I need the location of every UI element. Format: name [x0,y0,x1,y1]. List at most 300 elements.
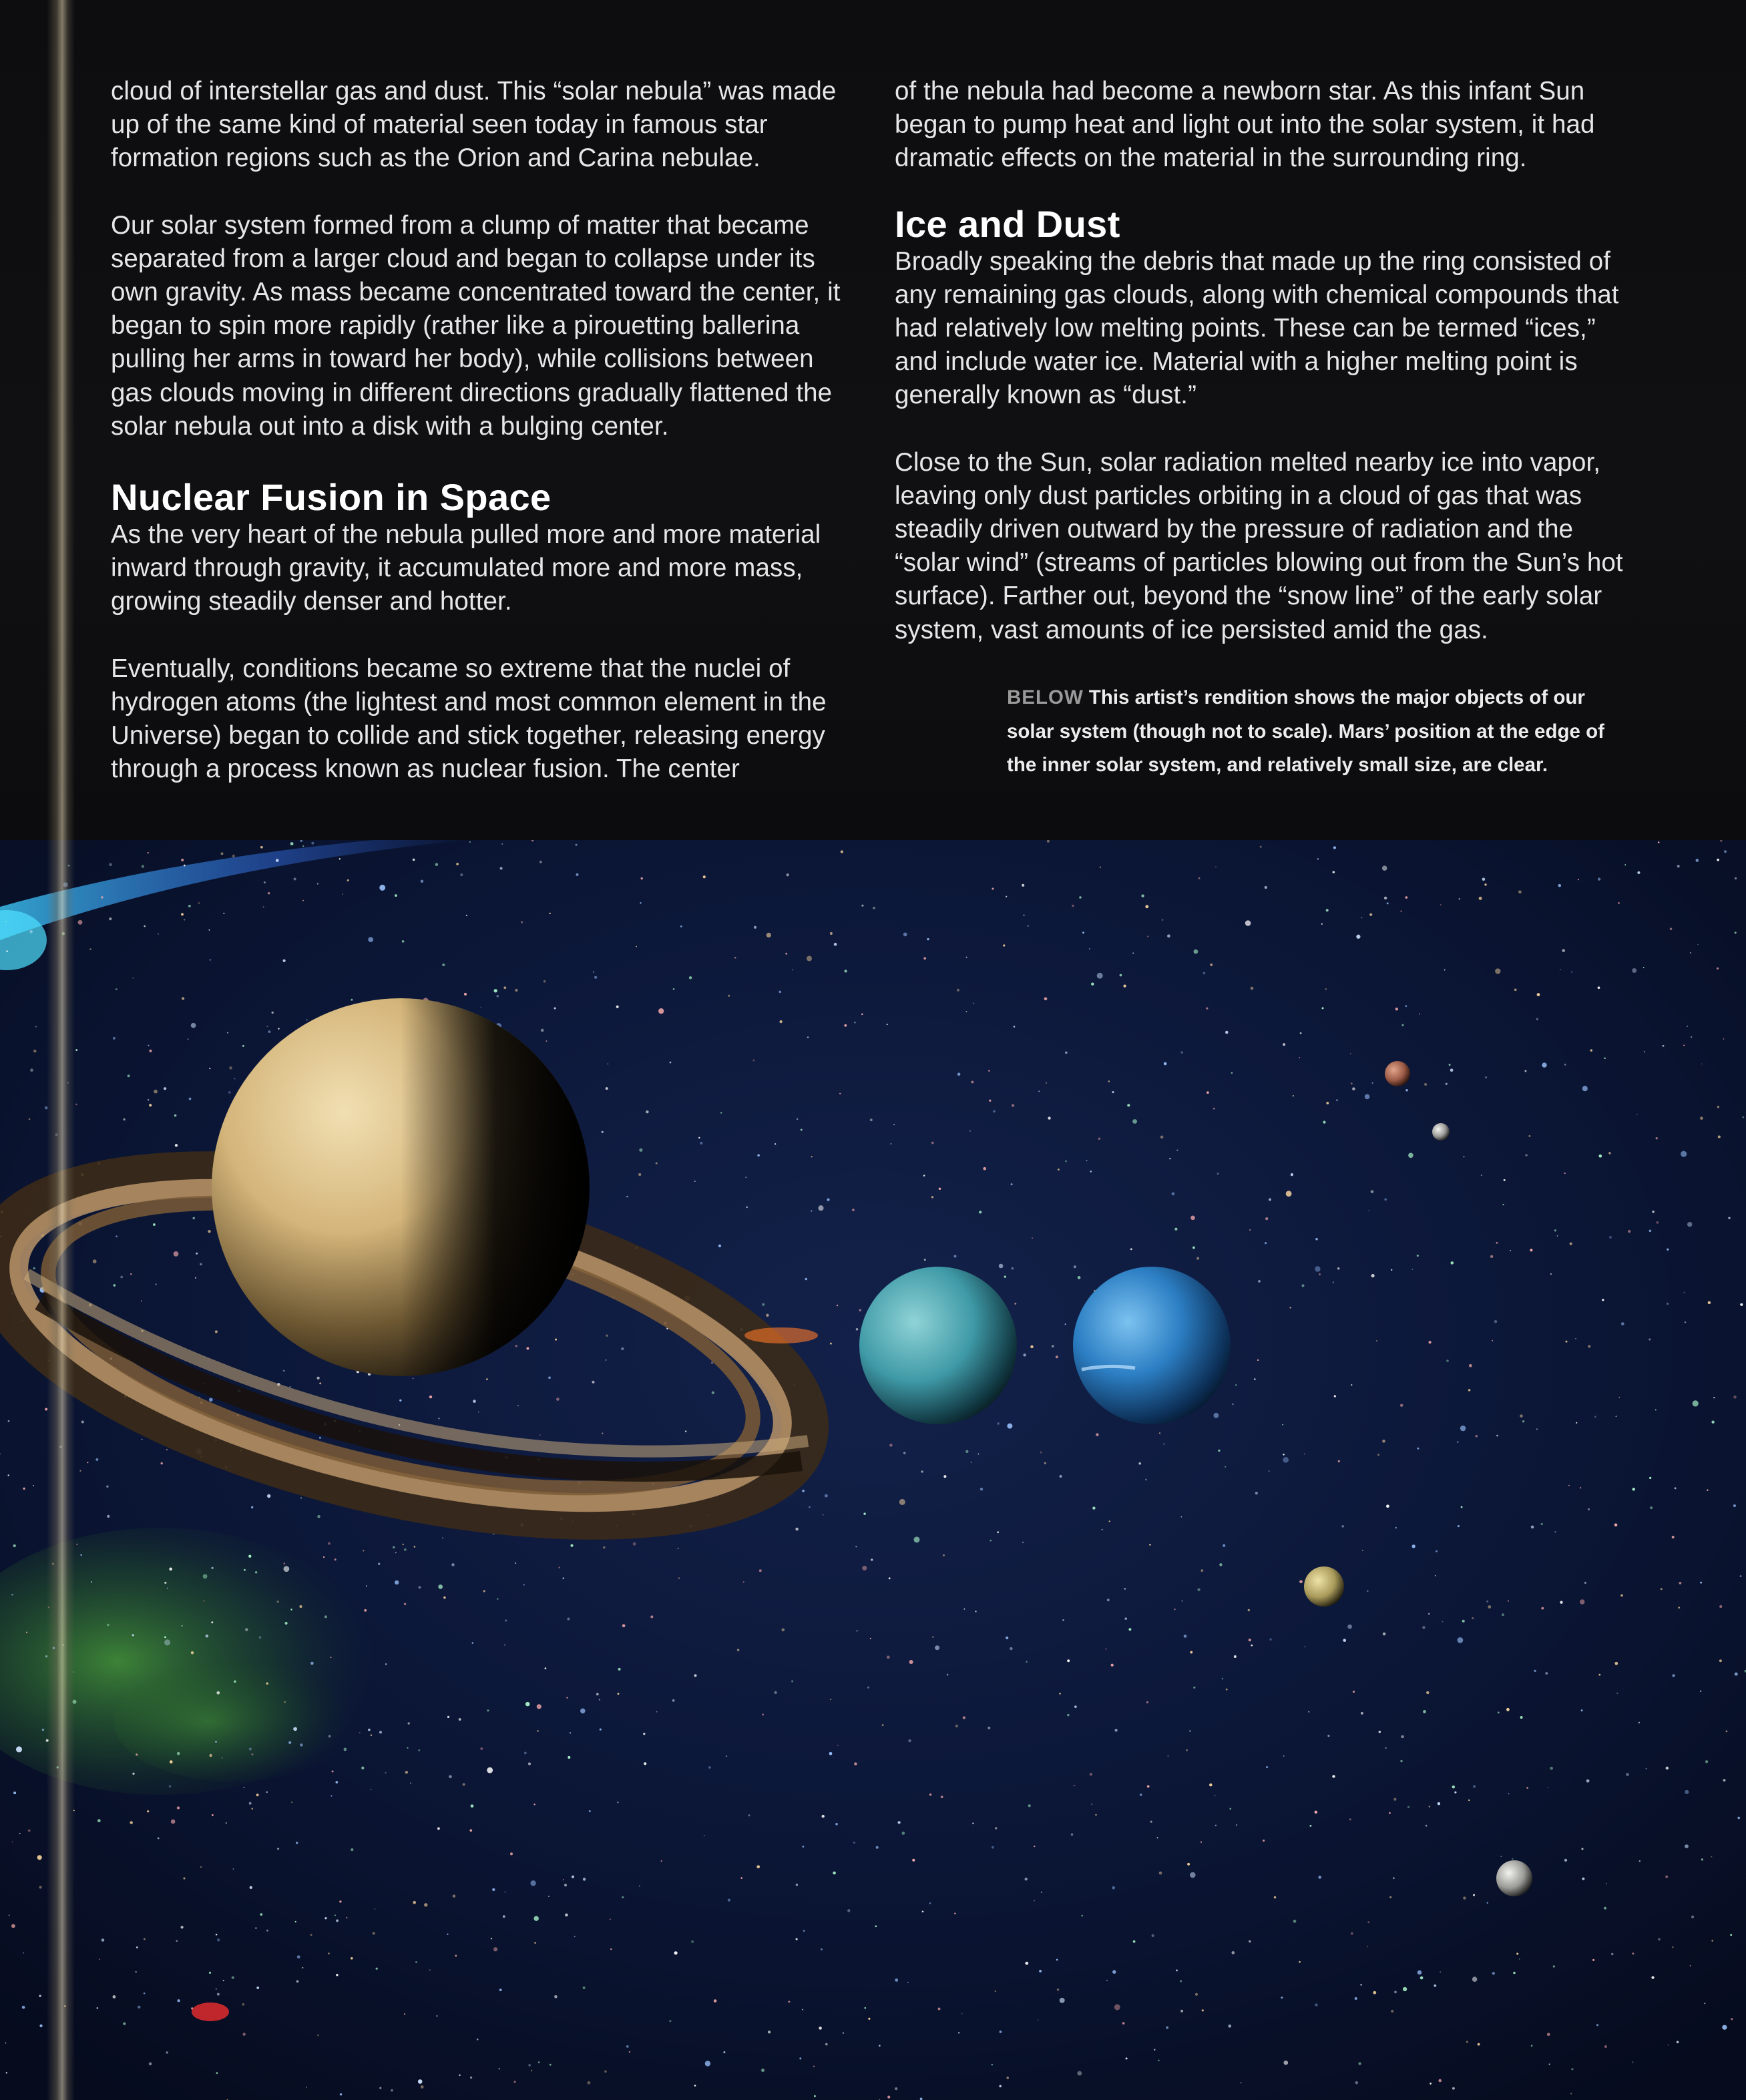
star [1384,1198,1387,1201]
star [566,1697,568,1699]
star [889,1444,893,1447]
star [1268,1470,1269,1472]
star [346,1917,347,1918]
star [421,2085,424,2089]
star [1428,1613,1430,1615]
star [531,2070,532,2071]
star [339,858,341,859]
star [324,1615,327,1618]
star [460,873,463,876]
star [216,1691,220,1695]
star [1281,1997,1283,1999]
star [42,1729,45,1731]
star [19,1833,21,1834]
star [1164,1062,1167,1066]
star [177,1999,180,2002]
star [183,1877,185,1879]
star [1041,1892,1042,1893]
star [1120,974,1122,977]
star [29,930,33,933]
star [1112,1886,1115,1890]
star [1201,1569,1203,1572]
star [1693,1400,1699,1406]
star [887,1655,890,1659]
star [1512,1858,1513,1860]
star [789,2001,791,2003]
star [424,1903,427,1906]
star [1646,1768,1647,1769]
star [328,1952,330,1954]
star [567,1618,570,1621]
star [1658,1938,1661,1941]
star [861,1014,863,1016]
star [395,1581,399,1585]
star [1356,935,1360,939]
star [1536,1428,1538,1430]
star [995,1990,997,1992]
star [1327,1735,1329,1737]
star [209,1754,212,1757]
star [795,1528,798,1530]
star [1485,1076,1487,1078]
star [106,1485,108,1487]
star [123,1118,125,1120]
star [1672,1946,1674,1948]
star [1735,931,1737,933]
star [797,1118,799,1120]
star [189,1098,192,1100]
star [1678,1607,1680,1609]
star [618,1668,621,1671]
star [835,1823,838,1826]
star [992,887,994,889]
star [1537,993,1540,996]
star [528,2064,531,2067]
star [1159,1872,1162,1875]
star [893,1124,895,1126]
star [574,1936,576,1937]
star [821,1948,823,1950]
star [130,1821,132,1824]
star [1114,2005,1120,2011]
star [191,1023,196,1028]
star [1440,904,1442,905]
star [181,1926,184,1928]
star [1100,867,1101,868]
star [371,1789,372,1790]
star [1372,1082,1373,1084]
star [1112,1091,1114,1093]
star [1258,1280,1261,1283]
star [1620,1595,1622,1597]
star [954,1912,955,1914]
star [1260,846,1262,848]
star [545,1667,547,1669]
star [344,1748,347,1751]
star [829,1752,833,1755]
star [1149,1544,1151,1546]
paragraph: Close to the Sun, solar radiation melted nearby ice into vapor, leaving only dust particles orbiting in a cloud of gas that was steadily driven outward by the pressure of radiation and the “solar wind” (streams of particles blowing out from the Sun’s hot surface). Farther out, beyond the “snow line” of the early solar system, vast amounts of ice persisted amid the gas. [895,447,1623,644]
star [1326,1102,1329,1104]
star [1189,1730,1190,1731]
star [1571,2068,1573,2070]
star [965,1450,968,1453]
star [8,1420,10,1422]
star [1571,972,1572,973]
star [543,980,546,983]
star [30,1068,33,1072]
star [1156,1837,1158,1838]
star [955,1725,958,1727]
star [1504,1179,1506,1181]
star [853,1842,855,1844]
star [182,997,184,1000]
star [234,1681,236,1683]
star [524,1751,527,1754]
star [191,1651,194,1654]
star [1730,1934,1732,1936]
star [1685,1790,1689,1794]
star [319,1382,321,1384]
star [1650,1506,1653,1509]
star [691,1940,694,1943]
star [294,877,296,880]
star [164,1582,166,1584]
star [1232,1404,1234,1406]
small-planet-lower [1496,1860,1532,1896]
star [1393,1877,1395,1879]
star [969,1130,971,1132]
star [537,1704,541,1709]
star [1742,1116,1744,1118]
star [1223,1544,1225,1547]
star [1656,1221,1659,1224]
star [972,1822,973,1824]
star [964,1609,965,1610]
star [734,957,736,959]
star [96,2007,98,2009]
star [37,1855,42,1860]
star [1604,1907,1606,1910]
star [839,1093,841,1094]
star [328,1542,331,1545]
star [1719,1659,1722,1662]
star [329,1735,331,1737]
star [300,1498,302,1499]
star [405,1771,409,1774]
star [501,843,503,845]
star [1697,944,1699,946]
star [1074,1785,1075,1786]
star [166,1449,168,1450]
star [550,2064,552,2066]
star [1198,877,1201,879]
star [1361,1712,1363,1715]
star [1624,864,1626,865]
star [1602,1299,1604,1301]
star [198,902,200,904]
star [1163,1443,1164,1444]
star [216,1934,218,1936]
star [447,1934,448,1935]
star [177,1752,180,1755]
star [901,1832,905,1835]
star [1704,2003,1705,2004]
star [1251,1645,1253,1647]
star [1658,841,1660,843]
star [1513,1972,1515,1974]
star [1700,1691,1701,1692]
star [142,1439,143,1440]
star [505,1892,506,1893]
star [689,976,692,980]
star [141,1300,142,1301]
star [1368,1210,1369,1211]
star [75,1049,77,1051]
star [1197,1589,1200,1591]
star [554,1007,556,1009]
star [1586,1779,1590,1783]
star [1691,1916,1694,1918]
star [602,1131,604,1133]
star [267,1494,270,1498]
star [1588,1508,1590,1510]
star [1382,1440,1385,1443]
star [1293,1095,1294,1096]
star [167,1588,168,1589]
star [993,1110,996,1113]
star [1696,859,1699,862]
star [154,1090,158,1094]
star [1500,1856,1502,1857]
star [12,1841,13,1842]
star [351,1957,353,1960]
star [895,2087,897,2090]
star [378,1563,380,1565]
star [890,1143,891,1144]
star [339,1900,341,1902]
star [528,1762,531,1765]
star [1435,1575,1436,1577]
star [1215,866,1217,867]
star [182,1625,183,1627]
star [834,943,837,946]
star [903,932,907,936]
star [1576,1422,1577,1424]
star [1644,1051,1645,1052]
star [1044,997,1048,1000]
star [1355,2081,1358,2085]
star [76,1544,77,1545]
small-planet [1304,1566,1344,1607]
star [622,1896,624,1898]
star [754,926,756,929]
star [943,1475,946,1478]
star [295,1921,296,1922]
star [260,1913,262,1916]
star [317,2035,319,2037]
star [1012,1104,1014,1106]
star [1389,1812,1391,1814]
star [1249,1940,1251,1942]
star [170,1760,173,1763]
star [1391,1269,1392,1271]
star [1123,984,1126,987]
star [1486,1601,1488,1603]
star [1315,1266,1320,1271]
star [1449,1064,1451,1066]
star [1618,902,1620,904]
star [316,1377,319,1380]
star [1590,1049,1592,1051]
star [1231,1072,1233,1074]
star [1219,1563,1222,1566]
star [629,2051,630,2053]
star [610,1919,611,1920]
page-binding-fold [47,0,75,2100]
star [745,1177,746,1178]
star [814,2095,816,2097]
star [1502,1204,1504,1205]
star [245,1628,248,1631]
star [200,1866,202,1868]
star [250,1886,252,1889]
star [924,1259,926,1261]
star [1225,1466,1226,1468]
star [1092,1506,1095,1509]
caption-text: This artist’s rendition shows the major objects of our solar system (though not to scale). Mars’ position at the edge of the inner solar system, and relatively small size, are clear. [1007,686,1604,776]
star [1604,2045,1607,2048]
star [807,1036,809,1038]
star [1541,1523,1543,1525]
star [825,2043,828,2046]
star [248,1555,251,1558]
star [132,1773,134,1775]
star [233,1868,234,1870]
star [1215,1795,1216,1796]
star [1468,1389,1471,1392]
star [89,948,91,950]
star [1420,1976,1424,1980]
star [1109,1520,1110,1522]
star [1530,1249,1532,1251]
star [979,1211,981,1213]
star [1159,1432,1160,1434]
star [311,842,314,845]
star [1495,968,1500,974]
star [174,1114,177,1117]
star [285,1622,288,1625]
star [1146,1701,1148,1703]
star [5,2043,7,2044]
star [284,1566,290,1572]
star [656,1711,658,1713]
star [1114,1729,1117,1731]
star [1553,1965,1555,1967]
star [302,845,304,847]
star [1405,896,1408,899]
star [9,1914,10,1916]
star [1007,1424,1012,1429]
star [1382,865,1387,871]
star [1349,1818,1351,1820]
star [1412,1544,1415,1548]
star [1350,1053,1351,1054]
star [1034,1900,1035,1901]
star [961,2013,963,2015]
star [26,1632,27,1633]
star [1461,1506,1463,1508]
star [1541,1607,1544,1610]
star [1319,1273,1321,1275]
star [244,1569,246,1571]
uranus-planet [859,1267,1017,1424]
star [538,2061,539,2063]
star [1731,2018,1733,2020]
star [775,1143,776,1144]
star [975,1611,976,1612]
star [215,1741,217,1743]
star [413,859,415,861]
star [455,1955,457,1957]
small-moon [1432,1123,1450,1140]
star [871,1558,873,1560]
star [600,1729,602,1731]
star [1582,1086,1588,1091]
star [429,1969,431,1970]
star [608,1064,609,1065]
star [526,1347,529,1349]
star [1649,1338,1651,1340]
star [827,1199,829,1201]
star [1167,1755,1168,1757]
star [870,1638,871,1639]
star [521,921,523,923]
star [1711,1421,1714,1424]
star [1685,1321,1686,1323]
star [1249,1639,1251,1641]
star [1726,1731,1728,1733]
star [1534,1670,1536,1672]
star [723,2051,725,2053]
star [1487,1902,1488,1904]
star [1419,1013,1420,1014]
star [393,1546,395,1548]
star [533,1804,535,1805]
star [210,959,212,961]
star [1479,897,1482,900]
star [306,2087,307,2088]
star [1564,1859,1567,1862]
star [1548,1787,1549,1788]
star [1122,2022,1125,2025]
star [844,1024,847,1027]
star [1468,1800,1470,1801]
star [1231,1951,1235,1954]
star [726,1755,727,1757]
star [1438,2079,1442,2083]
star [672,1699,675,1702]
star [1550,1767,1553,1770]
star [1405,1005,1407,1007]
star [1315,1238,1318,1241]
star [1333,1281,1334,1283]
caption-tag: BELOW [1007,686,1084,708]
star [992,1846,994,1849]
star [638,1173,641,1176]
star [743,1581,744,1583]
star [1436,1550,1438,1552]
